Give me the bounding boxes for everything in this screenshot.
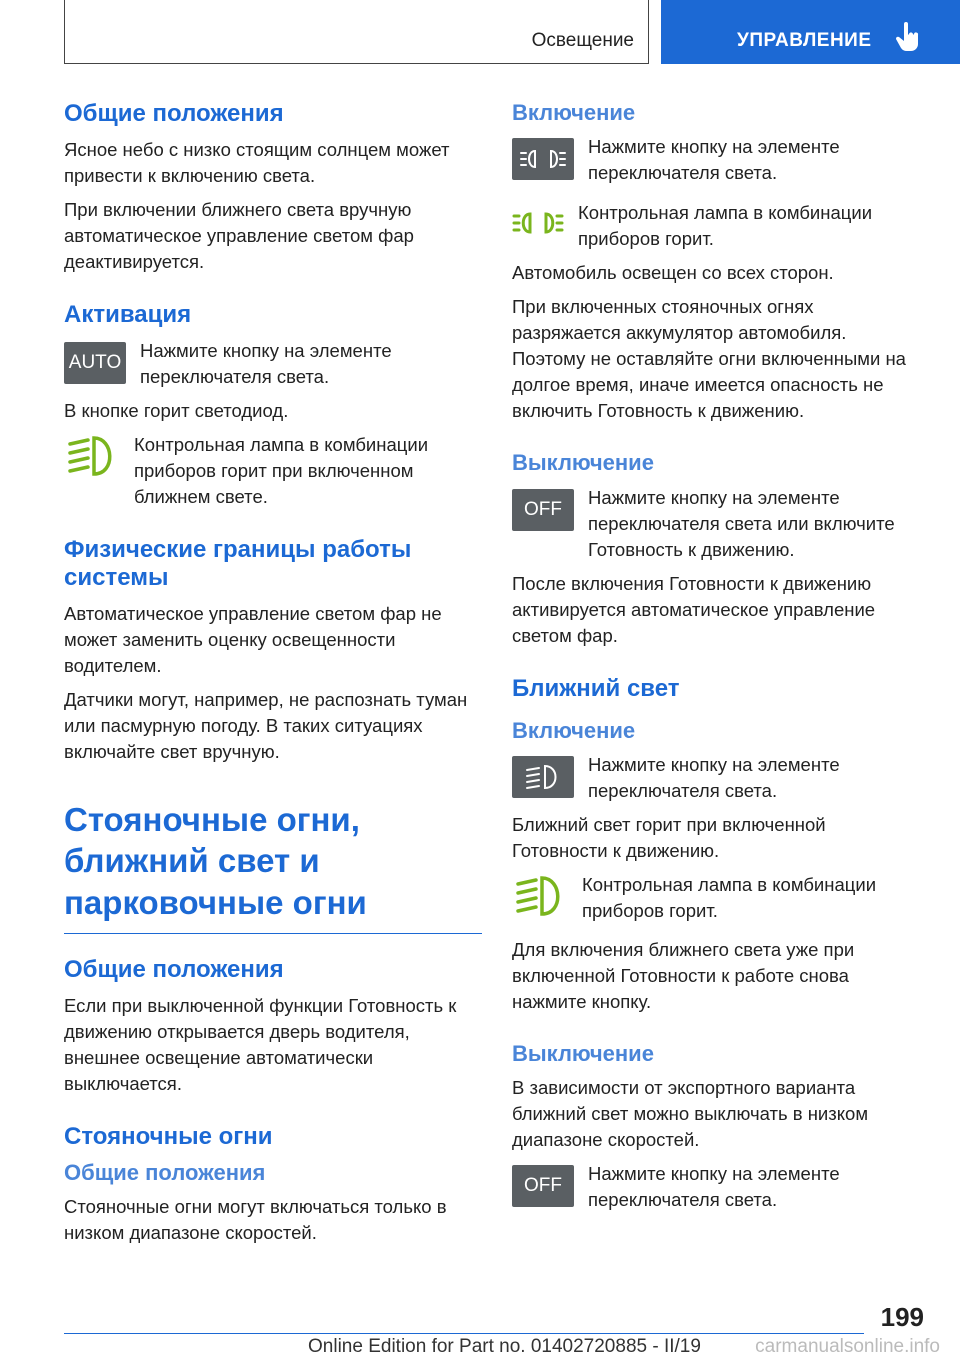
low-on-step [512,752,924,804]
low-on-paragraph-1: Нажмите кнопку на элементе переключателя света. [588,753,840,801]
low-beam-indicator-icon [512,874,568,924]
parking-light-button-icon [512,138,574,180]
limits-paragraph-2: Датчики могут, например, не распознать туман или пасмурную погоду. В таких ситуациях включайте свет вручную. [64,689,468,763]
general-paragraph-2: При включении ближнего света вручную автоматическое управление светом фар деактивируется. [64,198,414,272]
low-off-step [512,1161,924,1213]
on-title: Включение [512,100,636,125]
parking-light-indicator-icon [512,208,564,238]
parking-paragraph-1: Стояночные огни могут включаться только в низком диапазоне скоростей. [64,1195,447,1243]
on-paragraph-2: Контрольная лампа в комбинации приборов горит. [578,202,873,250]
low-beam-title: Ближний свет [512,674,680,702]
low-off-button-icon: OFF [512,1165,574,1207]
footer-divider [64,1333,864,1334]
on-paragraph-4: При включенных стояночных огнях разряжается аккумулятор автомобиля. Поэтому не оставляйте огни включенными на долгое время, иначе имеется опасность не включить Готовность к движению. [512,296,906,422]
limits-title: Физические границы работы системы [64,535,412,592]
on-paragraph-1: Нажмите кнопку на элементе переключателя света. [588,136,840,184]
off-button-icon: OFF [512,489,574,531]
left-column [64,100,482,1254]
low-off-title: Выключение [512,1040,654,1066]
on-indicator-row [512,200,924,252]
low-off-paragraph-2: Нажмите кнопку на элементе переключателя света. [588,1163,840,1211]
header-chapter-title: УПРАВЛЕНИЕ [737,30,872,51]
header-chapter-box[interactable] [661,0,960,64]
big-section-title: Стояночные огни, ближний свет и парковочные огни [64,801,367,921]
general-title: Общие положения [64,100,284,127]
low-off-paragraph-1: В зависимости от экспортного варианта ближний свет можно выключать в низком диапазоне скоростей. [512,1077,869,1151]
low-on-title: Включение [512,717,636,743]
right-column [512,100,924,1221]
parking-title: Стояночные огни [64,1122,273,1150]
watermark-text: carmanualsonline.info [755,1336,940,1357]
activation-title: Активация [64,300,192,328]
header-section-title: Освещение [531,30,634,51]
section-divider [64,933,482,934]
hand-pointer-icon [895,22,921,52]
on-paragraph-3: Автомобиль освещен со всех сторон. [512,262,834,284]
parking-general-title: Общие положения [64,1159,266,1185]
activation-indicator-row [64,432,482,510]
auto-button-icon: AUTO [64,342,126,384]
off-title: Выключение [512,450,654,476]
activation-paragraph-2: В кнопке горит светодиод. [64,399,289,421]
low-on-paragraph-3: Контрольная лампа в комбинации приборов горит. [582,873,877,921]
low-beam-button-icon [512,756,574,798]
header-section-box [64,0,649,64]
low-beam-indicator-icon [64,434,120,484]
edition-text: Online Edition for Part no. 01402720885 - II/19 [308,1336,701,1357]
activation-step [64,338,482,390]
general2-title: Общие положения [64,955,284,983]
general-paragraph-1: Ясное небо с низко стоящим солнцем может привести к включению света. [64,138,450,186]
general2-paragraph-1: Если при выключенной функции Готовность к движению открывается дверь водителя, внешнее освещение автоматически выключается. [64,994,457,1094]
off-paragraph-1: Нажмите кнопку на элементе переключателя света или включите Готовность к движению. [588,486,895,560]
off-paragraph-2: После включения Готовности к движению активируется автоматическое управление светом фар. [512,572,876,646]
activation-paragraph-3: Контрольная лампа в комбинации приборов горит при включенном ближнем свете. [134,433,429,507]
on-step [512,134,924,186]
off-step [512,485,924,563]
activation-paragraph-1: Нажмите кнопку на элементе переключателя света. [140,339,392,387]
low-on-indicator-row [512,872,924,929]
limits-paragraph-1: Автоматическое управление светом фар не может заменить оценку освещенности водителем. [64,603,442,677]
page-number: 199 [880,1302,924,1332]
low-on-paragraph-4: Для включения ближнего света уже при включенной Готовности к работе снова нажмите кнопку. [512,938,855,1012]
low-on-paragraph-2: Ближний свет горит при включенной Готовности к движению. [512,813,826,861]
